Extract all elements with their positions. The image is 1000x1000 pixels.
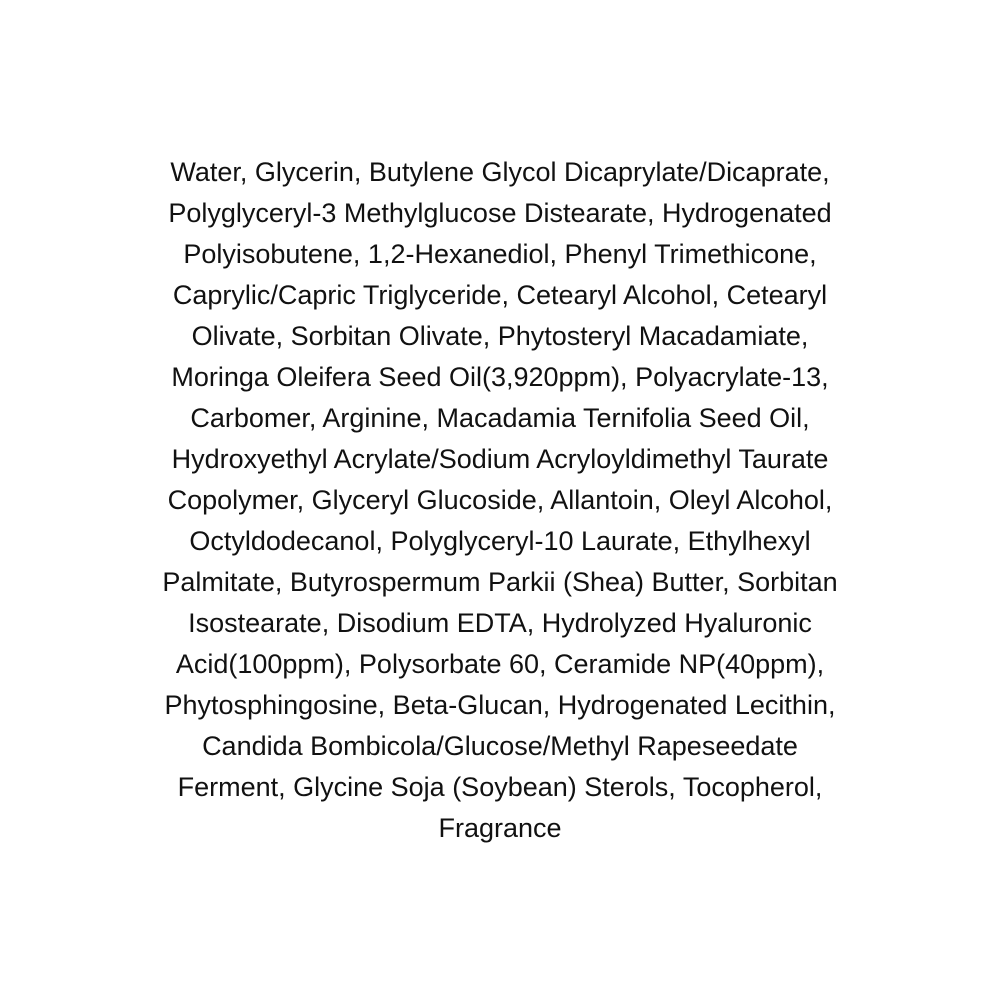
ingredient-line: Ferment, Glycine Soja (Soybean) Sterols, Tocopherol, [177,772,823,802]
ingredient-line: Olivate, Sorbitan Olivate, Phytosteryl Macadamiate, [191,321,809,351]
ingredient-line: Candida Bombicola/Glucose/Methyl Rapeseedate [202,731,798,761]
ingredient-line: Acid(100ppm), Polysorbate 60, Ceramide NP(40ppm), [175,649,825,679]
ingredient-line: Caprylic/Capric Triglyceride, Cetearyl Alcohol, Cetearyl [172,280,828,310]
ingredient-line: Palmitate, Butyrospermum Parkii (Shea) Butter, Sorbitan [162,567,838,597]
ingredient-line: Octyldodecanol, Polyglyceryl-10 Laurate, Ethylhexyl [189,526,811,556]
ingredient-line: Water, Glycerin, Butylene Glycol Dicaprylate/Dicaprate, [170,157,830,187]
ingredient-line: Hydroxyethyl Acrylate/Sodium Acryloyldimethyl Taurate [171,444,829,474]
ingredient-list [0,152,1000,849]
ingredient-line: Polyisobutene, 1,2-Hexanediol, Phenyl Trimethicone, [183,239,817,269]
ingredient-line: Carbomer, Arginine, Macadamia Ternifolia Seed Oil, [190,403,810,433]
ingredient-line: Polyglyceryl-3 Methylglucose Distearate, Hydrogenated [168,198,832,228]
ingredient-line: Fragrance [438,813,562,843]
ingredient-line: Phytosphingosine, Beta-Glucan, Hydrogenated Lecithin, [164,690,836,720]
ingredient-line: Copolymer, Glyceryl Glucoside, Allantoin, Oleyl Alcohol, [167,485,833,515]
ingredient-line: Moringa Oleifera Seed Oil(3,920ppm), Polyacrylate-13, [171,362,829,392]
ingredient-line: Isostearate, Disodium EDTA, Hydrolyzed Hyaluronic [188,608,812,638]
